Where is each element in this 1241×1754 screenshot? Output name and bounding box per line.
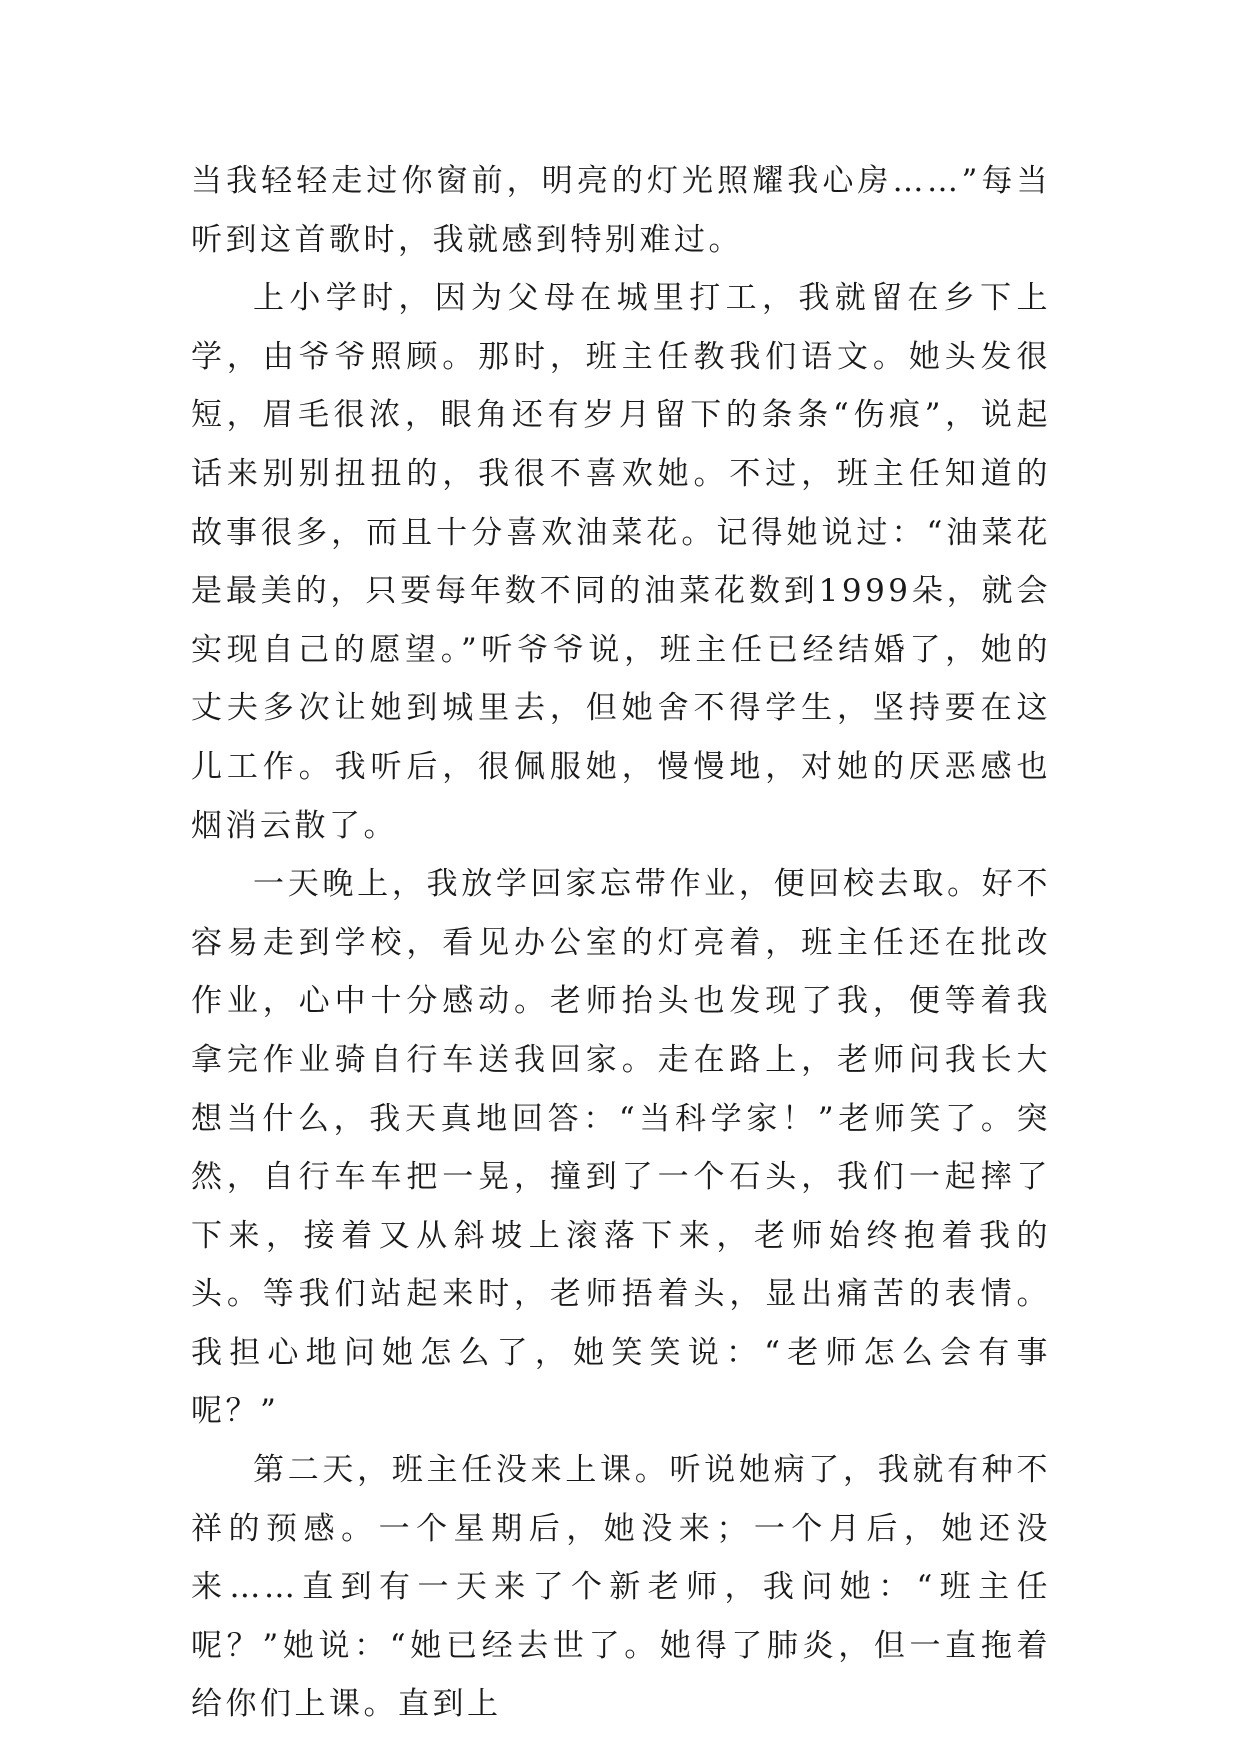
paragraph-3: 一天晚上，我放学回家忘带作业，便回校去取。好不容易走到学校，看见办公室的灯亮着，班主任还在批改作业，心中十分感动。老师抬头也发现了我，便等着我拿完作业骑自行车送我回家。走在路上，老师问我长大想当什么，我天真地回答：“当科学家！”老师笑了。突然，自行车车把一晃，撞到了一个石头，我们一起摔了下来，接着又从斜坡上滚落下来，老师始终抱着我的头。等我们站起来时，老师捂着头，显出痛苦的表情。我担心地问她怎么了，她笑笑说：“老师怎么会有事呢？” bbox=[191, 866, 1051, 1430]
paragraph-2: 上小学时，因为父母在城里打工，我就留在乡下上学，由爷爷照顾。那时，班主任教我们语文。她头发很短，眉毛很浓，眼角还有岁月留下的条条“伤痕”，说起话来别别扭扭的，我很不喜欢她。不过，班主任知道的故事很多，而且十分喜欢油菜花。记得她说过：“油菜花是最美的，只要每年数不同的油菜花数到1999朵，就会实现自己的愿望。”听爷爷说，班主任已经结婚了，她的丈夫多次让她到城里去，但她舍不得学生，坚持要在这儿工作。我听后，很佩服她，慢慢地，对她的厌恶感也烟消云散了。 bbox=[191, 280, 1051, 844]
paragraph-4: 第二天，班主任没来上课。听说她病了，我就有种不祥的预感。一个星期后，她没来；一个月后，她还没来……直到有一天来了个新老师，我问她：“班主任呢？”她说：“她已经去世了。她得了肺炎，但一直拖着给你们上课。直到上 bbox=[191, 1452, 1051, 1723]
paragraph-1: 当我轻轻走过你窗前，明亮的灯光照耀我心房……”每当听到这首歌时，我就感到特别难过。 bbox=[191, 163, 1051, 258]
document-body bbox=[191, 152, 1051, 1734]
